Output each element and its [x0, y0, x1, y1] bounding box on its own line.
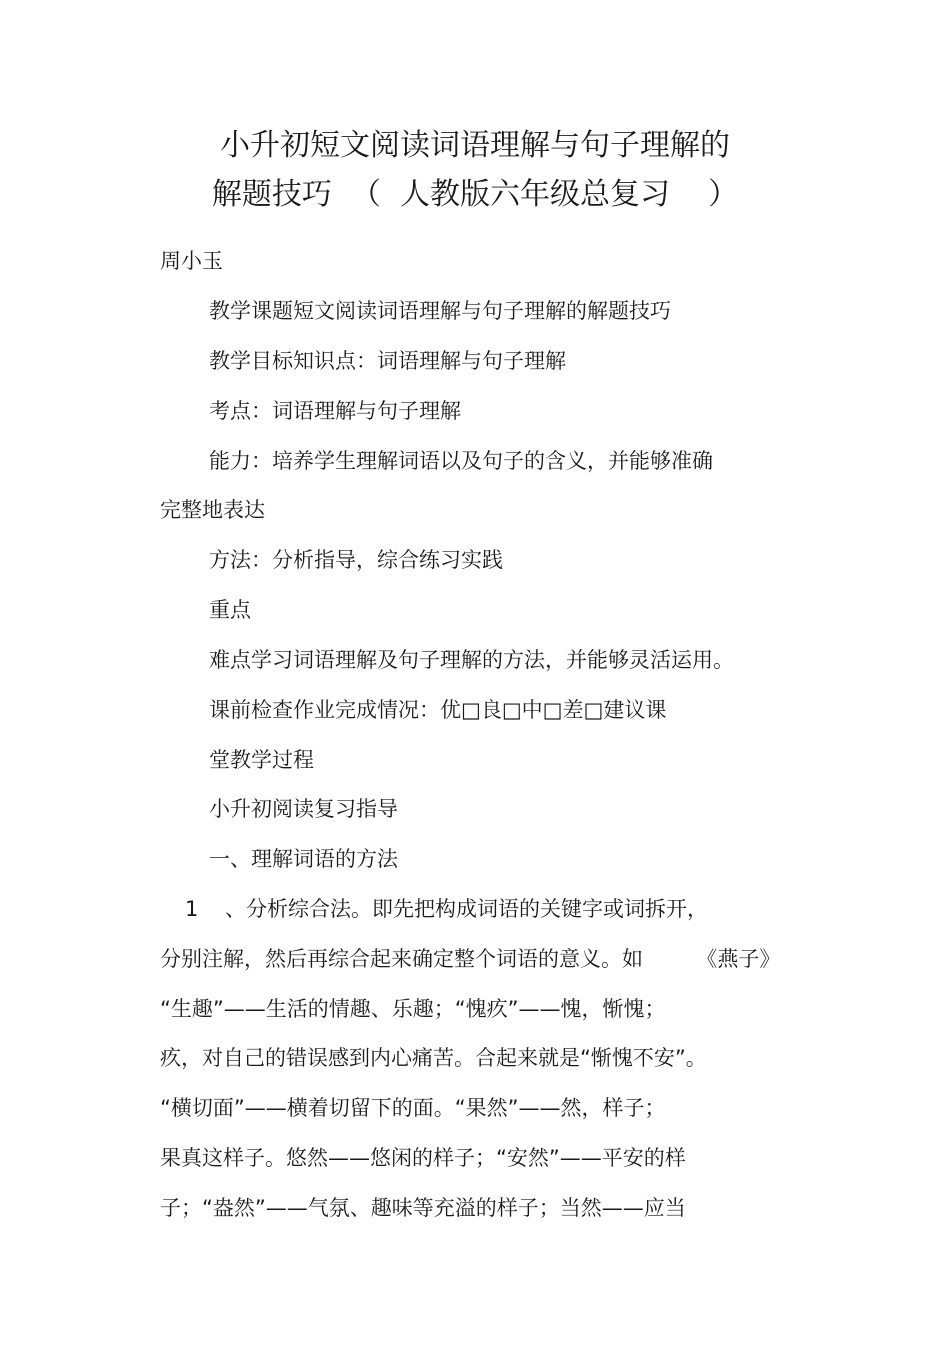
paragraph-line: 课前检查作业完成情况：优□良□中□差□建议课: [209, 698, 667, 722]
paragraph-line: 完整地表达: [160, 498, 265, 522]
paragraph-line: 难点学习词语理解及句子理解的方法，并能够灵活运用。: [209, 648, 734, 672]
paragraph-line: 教学课题短文阅读词语理解与句子理解的解题技巧: [209, 299, 671, 323]
author: 周小玉: [160, 249, 223, 273]
section-heading: 一、理解词语的方法: [209, 847, 398, 871]
paragraph-line: 1 、分析综合法。即先把构成词语的关键字或词拆开，: [185, 897, 709, 921]
paragraph-line: 重点: [209, 598, 251, 622]
paragraph-line: “生趣”——生活的情趣、乐趣；“愧疚”——愧，惭愧；: [160, 997, 666, 1021]
paragraph-line: 分别注解，然后再综合起来确定整个词语的意义。如 《燕子》: [160, 947, 781, 971]
paragraph-line: 考点：词语理解与句子理解: [209, 399, 461, 423]
paragraph-line: 方法：分析指导，综合练习实践: [209, 548, 503, 572]
paragraph-line: 教学目标知识点：词语理解与句子理解: [209, 349, 566, 373]
paragraph-line: 疚，对自己的错误感到内心痛苦。合起来就是“惭愧不安”。: [160, 1046, 707, 1070]
paragraph-line: 堂教学过程: [209, 748, 314, 772]
paragraph-line: “横切面”——横着切留下的面。“果然”——然，样子；: [160, 1096, 666, 1120]
title-line-2: 解题技巧 （ 人教版六年级总复习 ）: [211, 177, 739, 212]
paragraph-line: 果真这样子。悠然——悠闲的样子；“安然”——平安的样: [160, 1146, 686, 1170]
paragraph-line: 小升初阅读复习指导: [209, 797, 398, 821]
title-line-1: 小升初短文阅读词语理解与句子理解的: [220, 128, 730, 163]
paragraph-line: 子；“盎然”——气氛、趣味等充溢的样子；当然——应当: [160, 1196, 686, 1220]
paragraph-line: 能力：培养学生理解词语以及句子的含义，并能够准确: [209, 449, 713, 473]
